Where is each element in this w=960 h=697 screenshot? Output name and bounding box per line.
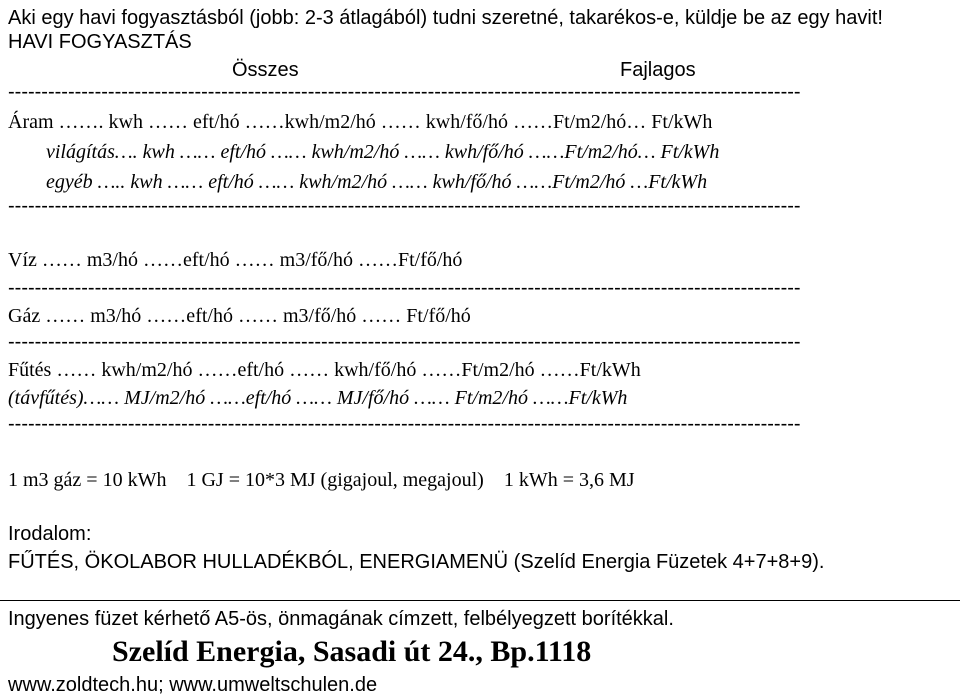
unit-conversions: 1 m3 gáz = 10 kWh 1 GJ = 10*3 MJ (gigajoul, megajoul) 1 kWh = 3,6 MJ <box>8 469 635 491</box>
literature-text: FŰTÉS, ÖKOLABOR HULLADÉKBÓL, ENERGIAMENÜ (Szelíd Energia Füzetek 4+7+8+9). <box>8 551 825 573</box>
separator: ----------------------------------------------------------------------------------------------------------------------- <box>8 277 801 299</box>
heating-row: Fűtés …… kwh/m2/hó ……eft/hó …… kwh/fő/hó ……Ft/m2/hó ……Ft/kWh <box>8 359 641 381</box>
footer-box <box>0 600 960 697</box>
gas-row: Gáz …… m3/hó ……eft/hó …… m3/fő/hó …… Ft/fő/hó <box>8 305 471 327</box>
column-header-specific: Fajlagos <box>620 59 696 81</box>
separator: ----------------------------------------------------------------------------------------------------------------------- <box>8 331 801 353</box>
separator: ----------------------------------------------------------------------------------------------------------------------- <box>8 413 801 435</box>
column-header-total: Összes <box>232 59 299 81</box>
literature-label: Irodalom: <box>8 523 92 545</box>
lighting-row: világítás…. kwh …… eft/hó …… kwh/m2/hó …… kwh/fő/hó ……Ft/m2/hó… Ft/kWh <box>46 141 720 163</box>
water-row: Víz …… m3/hó ……eft/hó …… m3/fő/hó ……Ft/fő/hó <box>8 249 463 271</box>
page-title: HAVI FOGYASZTÁS <box>8 31 192 53</box>
intro-text: Aki egy havi fogyasztásból (jobb: 2-3 átlagából) tudni szeretné, takarékos-e, küldje be az egy havit! <box>8 7 883 29</box>
footer-notice: Ingyenes füzet kérhető A5-ös, önmagának címzett, felbélyegzett borítékkal. <box>8 608 674 630</box>
separator: ----------------------------------------------------------------------------------------------------------------------- <box>8 195 801 217</box>
electricity-row: Áram ……. kwh …… eft/hó ……kwh/m2/hó …… kwh/fő/hó ……Ft/m2/hó… Ft/kWh <box>8 111 713 133</box>
other-electricity-row: egyéb ….. kwh …… eft/hó …… kwh/m2/hó …… kwh/fő/hó ……Ft/m2/hó …Ft/kWh <box>46 171 708 193</box>
separator: ----------------------------------------------------------------------------------------------------------------------- <box>8 81 801 103</box>
footer-address: Szelíd Energia, Sasadi út 24., Bp.1118 <box>112 635 592 668</box>
footer-websites[interactable]: www.zoldtech.hu; www.umweltschulen.de <box>8 674 378 696</box>
district-heating-row: (távfűtés)…… MJ/m2/hó ……eft/hó …… MJ/fő/hó …… Ft/m2/hó ……Ft/kWh <box>8 387 628 409</box>
